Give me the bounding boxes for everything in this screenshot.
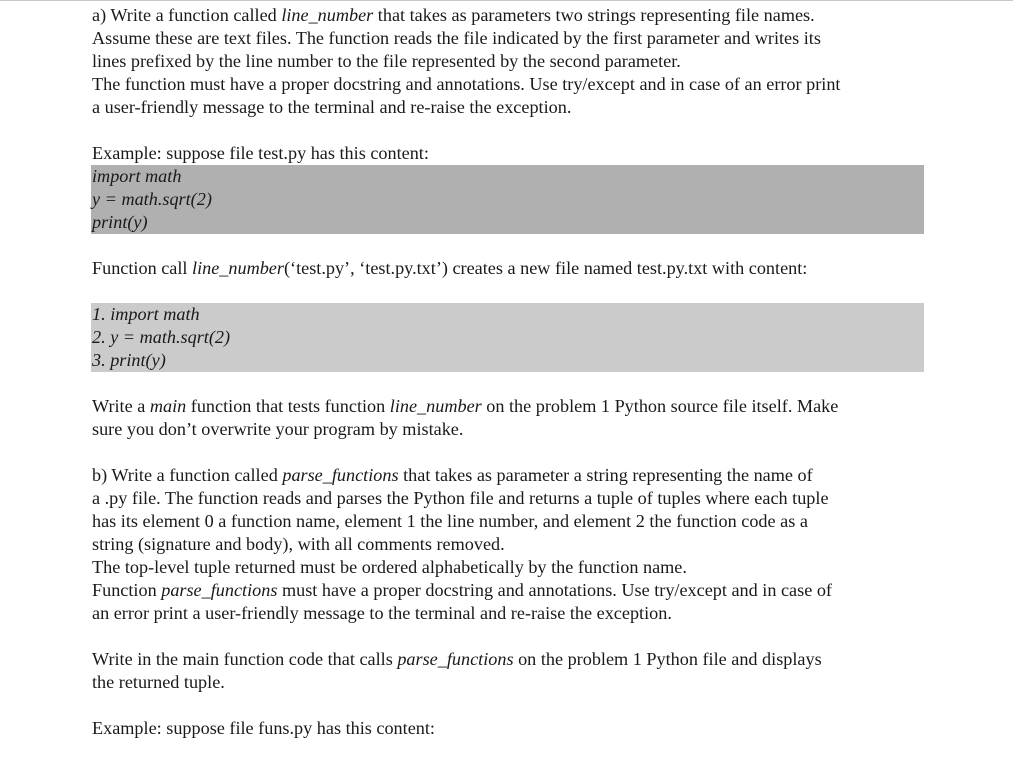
function-call-line: [92, 257, 924, 280]
main-b-line-1: [92, 648, 924, 671]
blank-line: [92, 280, 924, 303]
function-name: line_number: [389, 396, 482, 416]
document-body: [92, 4, 924, 740]
text: Write a: [92, 396, 150, 416]
main-a-line-1: [92, 395, 924, 418]
main-a-line-2: sure you don’t overwrite your program by mistake.: [92, 419, 464, 439]
text: on the problem 1 Python file and displays: [513, 649, 822, 669]
code-block-output: [91, 303, 924, 372]
function-name: main: [149, 396, 187, 416]
part-a-line-4: The function must have a proper docstring and annotations. Use try/except and in case of an error print: [92, 74, 841, 94]
function-name: parse_functions: [282, 465, 399, 485]
text: Function: [92, 580, 162, 600]
text: b) Write a function called: [92, 465, 283, 485]
part-a-line-2: Assume these are text files. The function reads the file indicated by the first parameter and writes its: [92, 28, 821, 48]
function-name: parse_functions: [397, 649, 514, 669]
text: (‘test.py’, ‘test.py.txt’) creates a new file named test.py.txt with content:: [283, 258, 808, 278]
text: function that tests function: [186, 396, 390, 416]
main-b-line-2: the returned tuple.: [92, 672, 225, 692]
part-b-line-3: has its element 0 a function name, element 1 the line number, and element 2 the function code as a: [92, 511, 808, 531]
blank-line: [92, 372, 924, 395]
text: a) Write a function called: [92, 5, 282, 25]
part-b-line-2: a .py file. The function reads and parses the Python file and returns a tuple of tuples where each tuple: [92, 488, 829, 508]
part-b-line-7: an error print a user-friendly message to the terminal and re-raise the exception.: [92, 603, 672, 623]
part-b-line-5: The top-level tuple returned must be ordered alphabetically by the function name.: [92, 557, 687, 577]
text: Write in the main function code that calls: [92, 649, 398, 669]
code-line: 2. y = math.sqrt(2): [92, 327, 231, 347]
part-b-line-4: string (signature and body), with all comments removed.: [92, 534, 505, 554]
text: Function call: [92, 258, 193, 278]
code-line: 3. print(y): [92, 350, 166, 370]
example-1-intro: Example: suppose file test.py has this content:: [92, 143, 429, 163]
function-name: line_number: [281, 5, 374, 25]
blank-line: [92, 119, 924, 142]
part-b-line-6: [92, 579, 924, 602]
part-a-line-5: a user-friendly message to the terminal and re-raise the exception.: [92, 97, 572, 117]
part-a-line-1: [92, 4, 924, 27]
code-line: import math: [92, 166, 182, 186]
text: that takes as parameters two strings representing file names.: [373, 5, 815, 25]
example-2-intro: Example: suppose file funs.py has this content:: [92, 718, 435, 738]
code-line: 1. import math: [92, 304, 200, 324]
function-name: parse_functions: [161, 580, 278, 600]
part-b-line-1: [92, 464, 924, 487]
text: that takes as parameter a string representing the name of: [398, 465, 813, 485]
text: on the problem 1 Python source file itself. Make: [481, 396, 839, 416]
blank-line: [92, 234, 924, 257]
blank-line: [92, 625, 924, 648]
blank-line: [92, 694, 924, 717]
part-a-line-3: lines prefixed by the line number to the file represented by the second parameter.: [92, 51, 681, 71]
code-line: y = math.sqrt(2): [92, 189, 212, 209]
text: must have a proper docstring and annotations. Use try/except and in case of: [277, 580, 832, 600]
code-block-input: [91, 165, 924, 234]
function-name: line_number: [192, 258, 284, 278]
blank-line: [92, 441, 924, 464]
code-line: print(y): [92, 212, 148, 232]
